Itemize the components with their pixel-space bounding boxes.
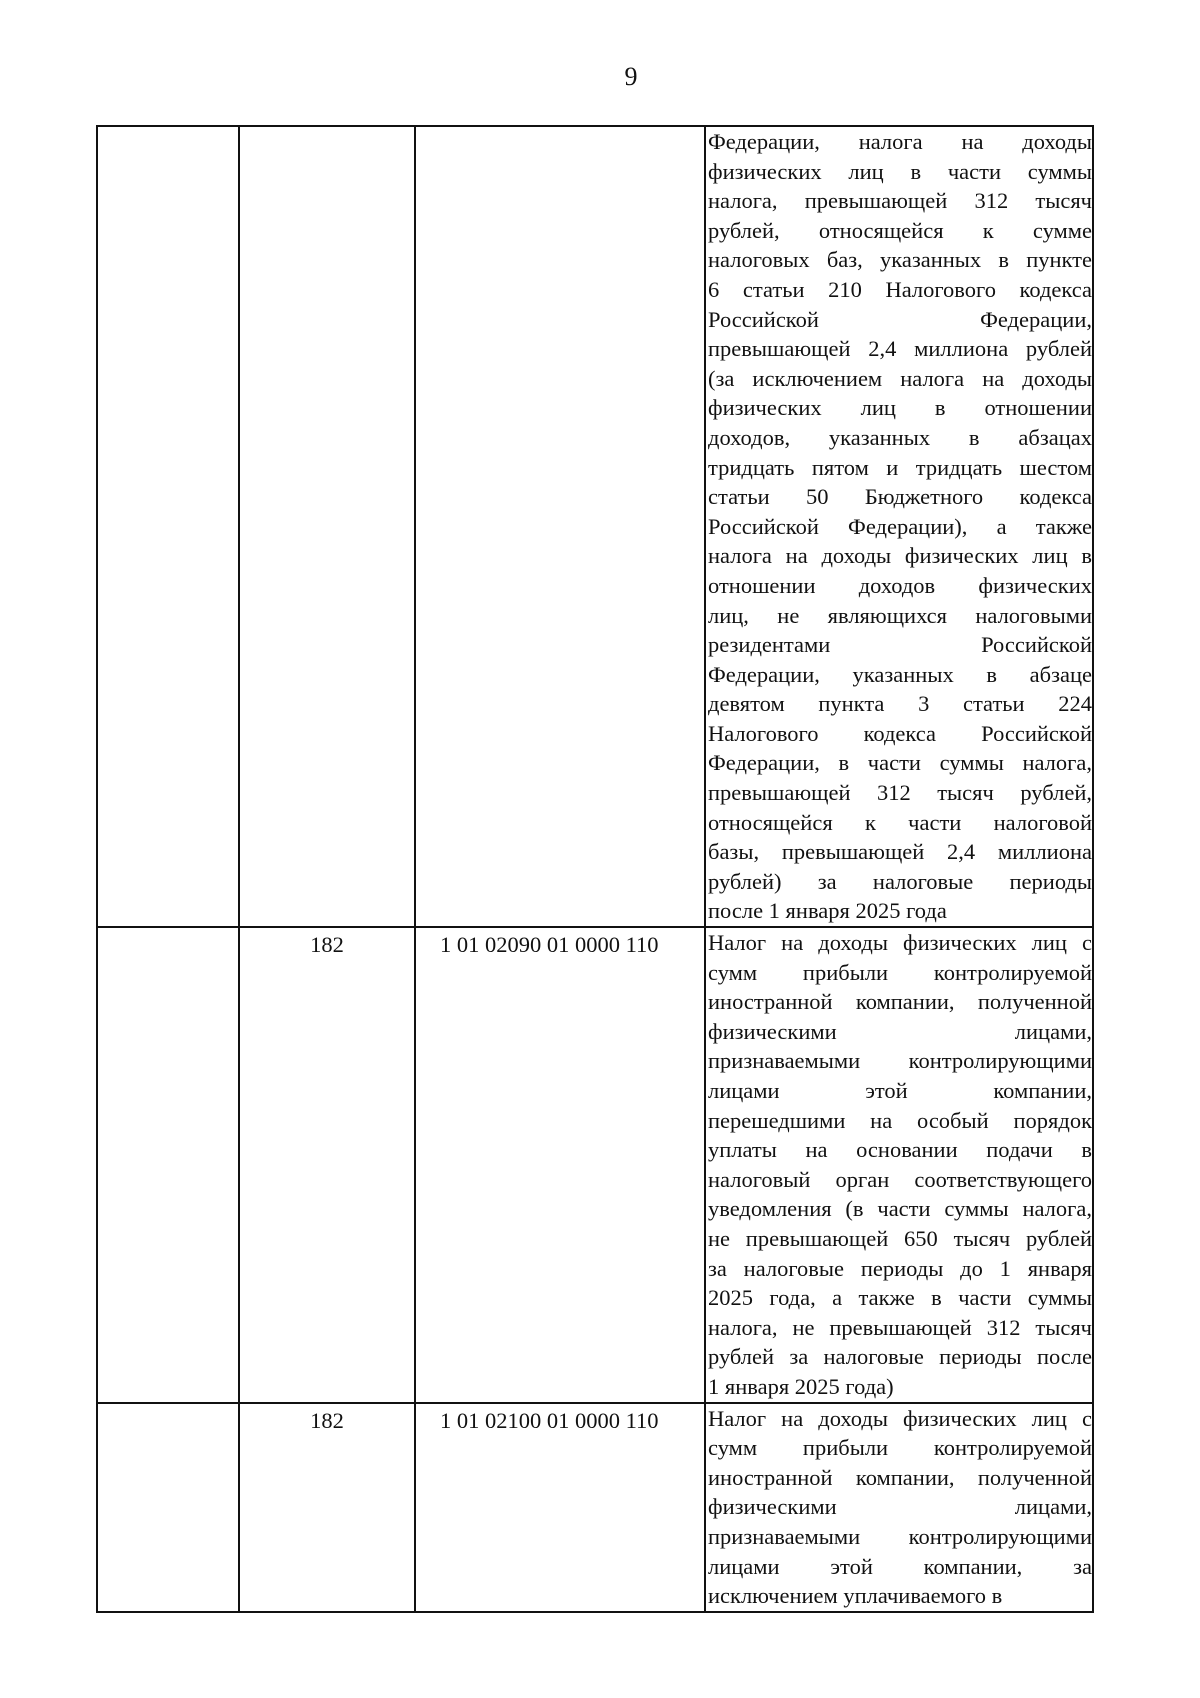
- description-line: физическими лицами,: [708, 1494, 1092, 1520]
- description-line: за налоговые периоды до 1 января: [708, 1255, 1092, 1281]
- description-line: рублей, относящейся к сумме: [708, 217, 1092, 243]
- description-line: статьи 50 Бюджетного кодекса: [708, 484, 1092, 510]
- description-line: Налогового кодекса Российской: [708, 720, 1092, 746]
- description-line: Федерации, налога на доходы: [708, 129, 1092, 154]
- description-line: налога на доходы физических лиц в: [708, 543, 1092, 569]
- description-line: лиц, не являющихся налоговыми: [708, 602, 1092, 628]
- empty-cell: [97, 927, 239, 1403]
- description-line: Федерации, указанных в абзаце: [708, 661, 1092, 687]
- empty-cell: [97, 1403, 239, 1612]
- description-line: не превышающей 650 тысяч рублей: [708, 1225, 1092, 1251]
- revenue-description-cell: [705, 1403, 1093, 1612]
- description-line: признаваемыми контролирующими: [708, 1523, 1092, 1549]
- description-line: налога, превышающей 312 тысяч: [708, 188, 1092, 214]
- description-line: Российской Федерации), а также: [708, 513, 1092, 539]
- description-line: Федерации, в части суммы налога,: [708, 750, 1092, 776]
- table-row: [97, 126, 1093, 927]
- description-line: Российской Федерации,: [708, 306, 1092, 332]
- description-line: налога, не превышающей 312 тысяч: [708, 1314, 1092, 1340]
- administrator-code-cell: 182: [239, 1403, 415, 1612]
- description-line: уведомления (в части суммы налога,: [708, 1196, 1092, 1222]
- table-row: [97, 927, 1093, 1403]
- description-line: превышающей 2,4 миллиона рублей: [708, 336, 1092, 362]
- description-line: исключением уплачиваемого в: [708, 1583, 1003, 1609]
- revenue-description-cell: [705, 927, 1093, 1403]
- description-line: сумм прибыли контролируемой: [708, 959, 1092, 985]
- revenue-description-cell: [705, 126, 1093, 927]
- budget-classification-code-cell: 1 01 02090 01 0000 110: [415, 927, 705, 1403]
- description-line: признаваемыми контролирующими: [708, 1048, 1092, 1074]
- description-line: 6 статьи 210 Налогового кодекса: [708, 276, 1092, 302]
- description-line: девятом пункта 3 статьи 224: [708, 691, 1092, 717]
- administrator-code-cell: [239, 126, 415, 927]
- description-line: физических лиц в части суммы: [708, 158, 1092, 184]
- description-line: доходов, указанных в абзацах: [708, 424, 1092, 450]
- budget-codes-table: [96, 125, 1094, 1613]
- table-row: [97, 1403, 1093, 1612]
- description-line: налоговых баз, указанных в пункте: [708, 247, 1092, 273]
- description-line: превышающей 312 тысяч рублей,: [708, 780, 1092, 806]
- description-line: налоговый орган соответствующего: [708, 1166, 1092, 1192]
- description-line: рублей) за налоговые периоды: [708, 868, 1092, 894]
- description-line: иностранной компании, полученной: [708, 989, 1092, 1015]
- description-line: перешедшими на особый порядок: [708, 1107, 1092, 1133]
- page-number: 9: [624, 62, 638, 91]
- administrator-code-cell: 182: [239, 927, 415, 1403]
- description-line: базы, превышающей 2,4 миллиона: [708, 839, 1092, 865]
- description-line: (за исключением налога на доходы: [708, 365, 1092, 391]
- description-line: уплаты на основании подачи в: [708, 1137, 1092, 1163]
- description-line: отношении доходов физических: [708, 572, 1092, 598]
- description-line: тридцать пятом и тридцать шестом: [708, 454, 1092, 480]
- budget-classification-code-cell: [415, 126, 705, 927]
- empty-cell: [97, 126, 239, 927]
- description-line: физических лиц в отношении: [708, 395, 1092, 421]
- budget-classification-code-cell: 1 01 02100 01 0000 110: [415, 1403, 705, 1612]
- description-line: 2025 года, а также в части суммы: [708, 1285, 1092, 1311]
- description-line: лицами этой компании, за: [708, 1553, 1092, 1579]
- description-line: сумм прибыли контролируемой: [708, 1435, 1092, 1461]
- description-line: после 1 января 2025 года: [708, 898, 947, 924]
- description-line: 1 января 2025 года): [708, 1373, 894, 1399]
- description-line: Налог на доходы физических лиц с: [708, 1405, 1092, 1431]
- description-line: лицами этой компании,: [708, 1078, 1092, 1103]
- table-body: [97, 126, 1093, 1612]
- description-line: относящейся к части налоговой: [708, 809, 1092, 835]
- description-line: резидентами Российской: [708, 632, 1092, 658]
- description-line: иностранной компании, полученной: [708, 1464, 1092, 1490]
- description-line: рублей за налоговые периоды после: [708, 1344, 1092, 1370]
- description-line: физическими лицами,: [708, 1018, 1092, 1044]
- description-line: Налог на доходы физических лиц с: [708, 930, 1092, 956]
